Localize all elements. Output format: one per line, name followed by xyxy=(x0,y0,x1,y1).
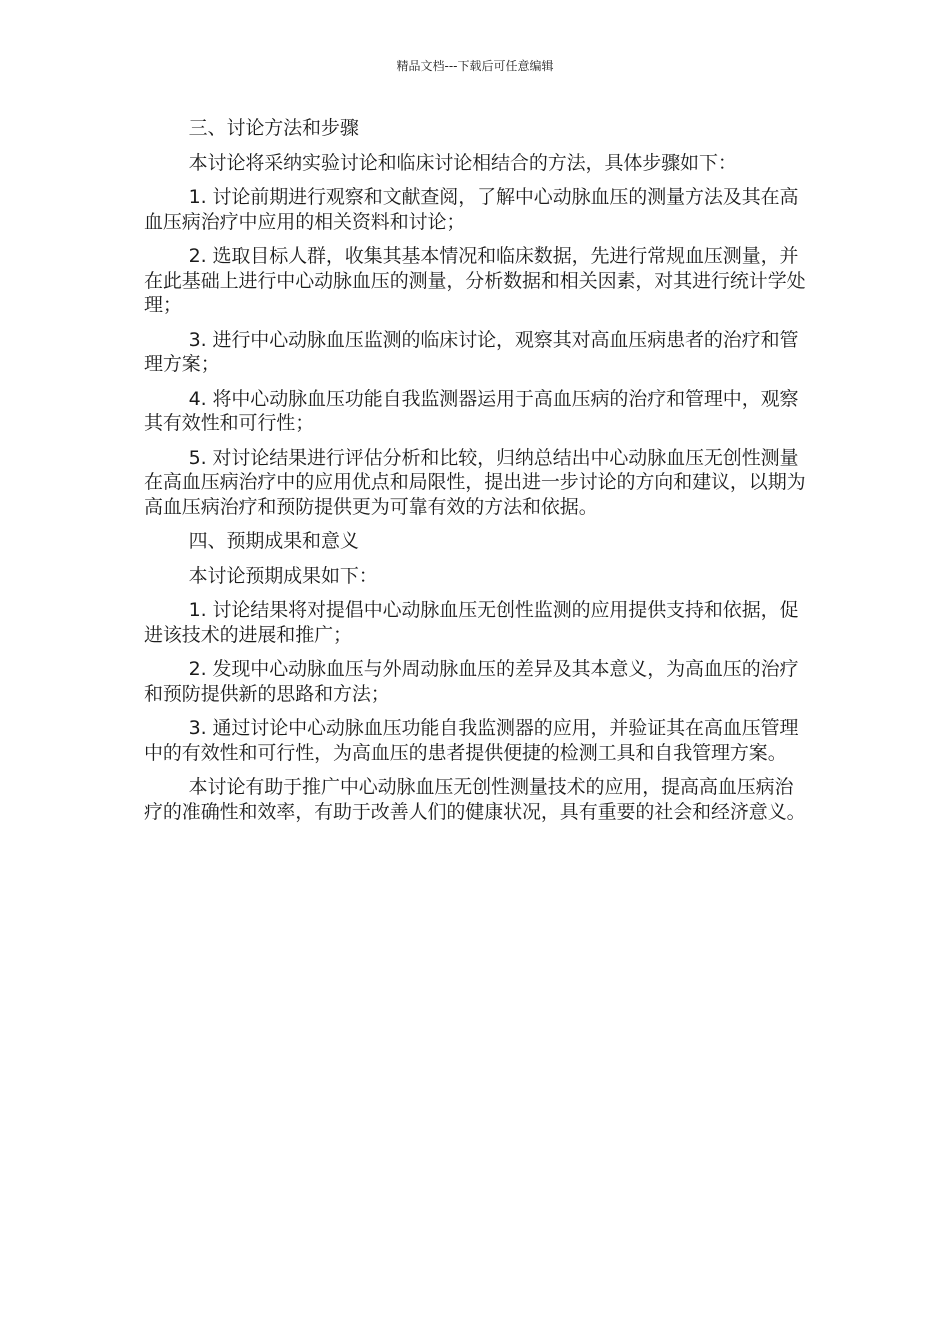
methods-step-1: 1. 讨论前期进行观察和文献查阅，了解中心动脉血压的测量方法及其在高血压病治疗中应用的相关资料和讨论； xyxy=(144,186,799,233)
outcomes-intro: 本讨论预期成果如下： xyxy=(188,564,378,587)
outcome-item-3: 3. 通过讨论中心动脉血压功能自我监测器的应用，并验证其在高血压管理中的有效性和可行性，为高血压的患者提供便捷的检测工具和自我管理方案。 xyxy=(144,717,799,764)
methods-step-4: 4. 将中心动脉血压功能自我监测器运用于高血压病的治疗和管理中，观察其有效性和可行性； xyxy=(144,387,799,434)
methods-step-2: 2. 选取目标人群，收集其基本情况和临床数据，先进行常规血压测量，并在此基础上进行中心动脉血压的测量，分析数据和相关因素，对其进行统计学处理； xyxy=(144,245,806,316)
outcome-item-2: 2. 发现中心动脉血压与外周动脉血压的差异及其本意义，为高血压的治疗和预防提供新的思路和方法； xyxy=(144,658,799,705)
document-body xyxy=(144,116,808,834)
methods-step-5: 5. 对讨论结果进行评估分析和比较，归纳总结出中心动脉血压无创性测量在高血压病治疗中的应用优点和局限性，提出进一步讨论的方向和建议，以期为高血压病治疗和预防提供更为可靠有效的方法和依据。 xyxy=(144,446,806,518)
outcome-item-1: 1. 讨论结果将对提倡中心动脉血压无创性监测的应用提供支持和依据，促进该技术的进展和推广； xyxy=(144,599,799,646)
methods-intro: 本讨论将采纳实验讨论和临床讨论相结合的方法，具体步骤如下： xyxy=(188,151,737,174)
section-heading-outcomes: 四、预期成果和意义 xyxy=(188,530,359,552)
significance-paragraph: 本讨论有助于推广中心动脉血压无创性测量技术的应用，提高高血压病治疗的准确性和效率，有助于改善人们的健康状况，具有重要的社会和经济意义。 xyxy=(144,776,806,823)
section-heading-methods: 三、讨论方法和步骤 xyxy=(188,117,359,139)
page-header: 精品文档---下载后可任意编辑 xyxy=(396,59,554,73)
methods-step-3: 3. 进行中心动脉血压监测的临床讨论，观察其对高血压病患者的治疗和管理方案； xyxy=(144,328,799,375)
